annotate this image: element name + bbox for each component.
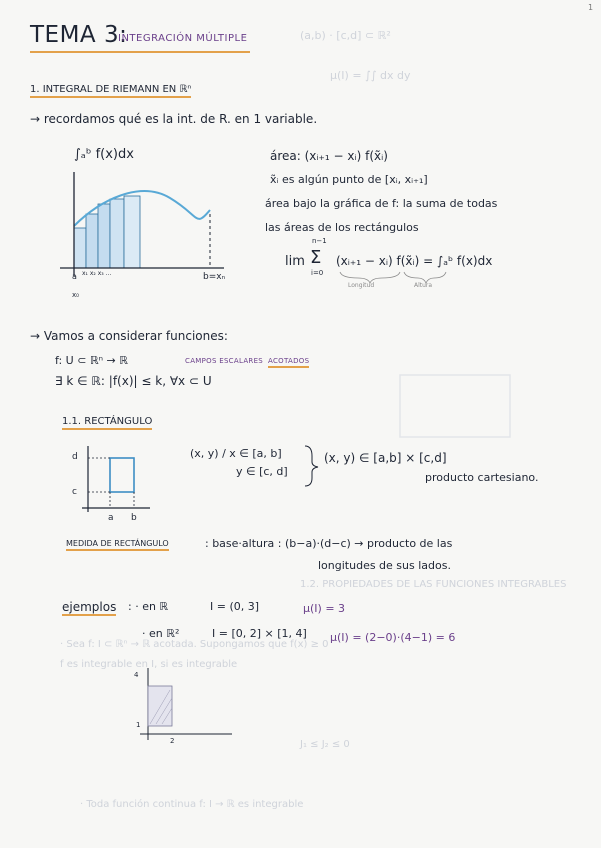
example-2-interval: I = [0, 2] × [1, 4] [212,627,307,640]
axis-label-b: b=xₙ [203,272,226,282]
rect-def-1: (x, y) / x ∈ [a, b] [190,447,282,460]
functions-intro: → Vamos a considerar funciones: [30,329,228,343]
axis-label-a: a [72,272,77,281]
example-fig-y: 4 [134,671,139,679]
example-2-measure: μ(I) = (2−0)·(4−1) = 6 [330,631,456,644]
bleed-through-text: (a,b) · [c,d] ⊂ ℝ² [300,29,391,42]
rect-label-b: b [131,513,137,523]
example-2-pre: · en ℝ² [142,627,180,640]
page-number: 1 [588,3,594,12]
area-line: área: (xᵢ₊₁ − xᵢ) f(x̃ᵢ) [270,149,388,163]
label-longitud: Longitud [348,282,375,289]
example-fig-y1: 1 [136,721,141,729]
area-text-2: las áreas de los rectángulos [265,221,419,234]
campos-escalares: CAMPOS ESCALARES [185,357,264,365]
rect-def-3: (x, y) ∈ [a,b] × [c,d] [324,451,447,465]
page-subtitle: INTEGRACIÓN MÚLTIPLE [118,33,248,44]
integral-label: ∫ₐᵇ f(x)dx [74,147,134,162]
page-title: TEMA 3: [30,22,128,48]
medida-label: MEDIDA DE RECTÁNGULO [66,540,169,551]
bleed-through-text: f es integrable en I, si es integrable [60,659,238,670]
subsection-heading: 1.1. RECTÁNGULO [62,417,152,430]
bleed-through-text: J₁ ≤ J₂ ≤ 0 [300,739,350,750]
sum-symbol: Σ [310,247,322,268]
bleed-through-text: μ(I) = ∫∫ dx dy [330,69,411,82]
section-heading: 1. INTEGRAL DE RIEMANN EN ℝⁿ [30,85,191,98]
label-altura: Altura [414,282,433,289]
rect-def-2: y ∈ [c, d] [236,465,288,478]
area-text-1: área bajo la gráfica de f: la suma de todas [265,197,498,210]
ejemplos-label: ejemplos [62,600,117,614]
campos-acotados: ACOTADOS [268,358,309,368]
recall-text: → recordamos qué es la int. de R. en 1 variable. [30,112,318,126]
example-1-measure: μ(I) = 3 [303,602,346,615]
example-1-pre: : · en ℝ [128,600,169,613]
lim-body: (xᵢ₊₁ − xᵢ) f(x̃ᵢ) = ∫ₐᵇ f(x)dx [336,254,493,268]
bleed-through-text: 1.2. PROPIEDADES DE LAS FUNCIONES INTEGRABLES [300,579,567,590]
sum-bottom: i=0 [311,269,324,277]
rect-label-d: d [72,452,78,462]
producto-cartesiano: producto cartesiano. [425,471,539,484]
bleed-through-text: · Toda función continua f: I → ℝ es integrable [80,799,304,810]
point-line: x̃ᵢ es algún punto de [xᵢ, xᵢ₊₁] [270,173,428,186]
bleed-through-text: · Sea f: I ⊂ ℝⁿ → ℝ acotada. Supongamos que f(x) ≥ 0 [60,639,329,650]
example-fig-x: 2 [170,737,175,745]
bound-condition: ∃ k ∈ ℝ: |f(x)| ≤ k, ∀x ⊂ U [55,374,212,388]
axis-label-x0: x₀ [72,291,79,299]
medida-formula-2: longitudes de sus lados. [318,559,451,572]
lim-word: lim [285,254,305,269]
example-1-interval: I = (0, 3] [210,600,260,613]
function-map: f: U ⊂ ℝⁿ → ℝ [55,354,128,367]
example-rectangle [148,686,172,726]
axis-label-points: x₁ x₂ x₃ ... [82,270,112,277]
sum-top: n−1 [312,237,327,245]
rect-label-a: a [108,513,114,523]
medida-formula: : base·altura : (b−a)·(d−c) → producto de las [205,537,453,550]
rect-label-c: c [72,487,77,497]
